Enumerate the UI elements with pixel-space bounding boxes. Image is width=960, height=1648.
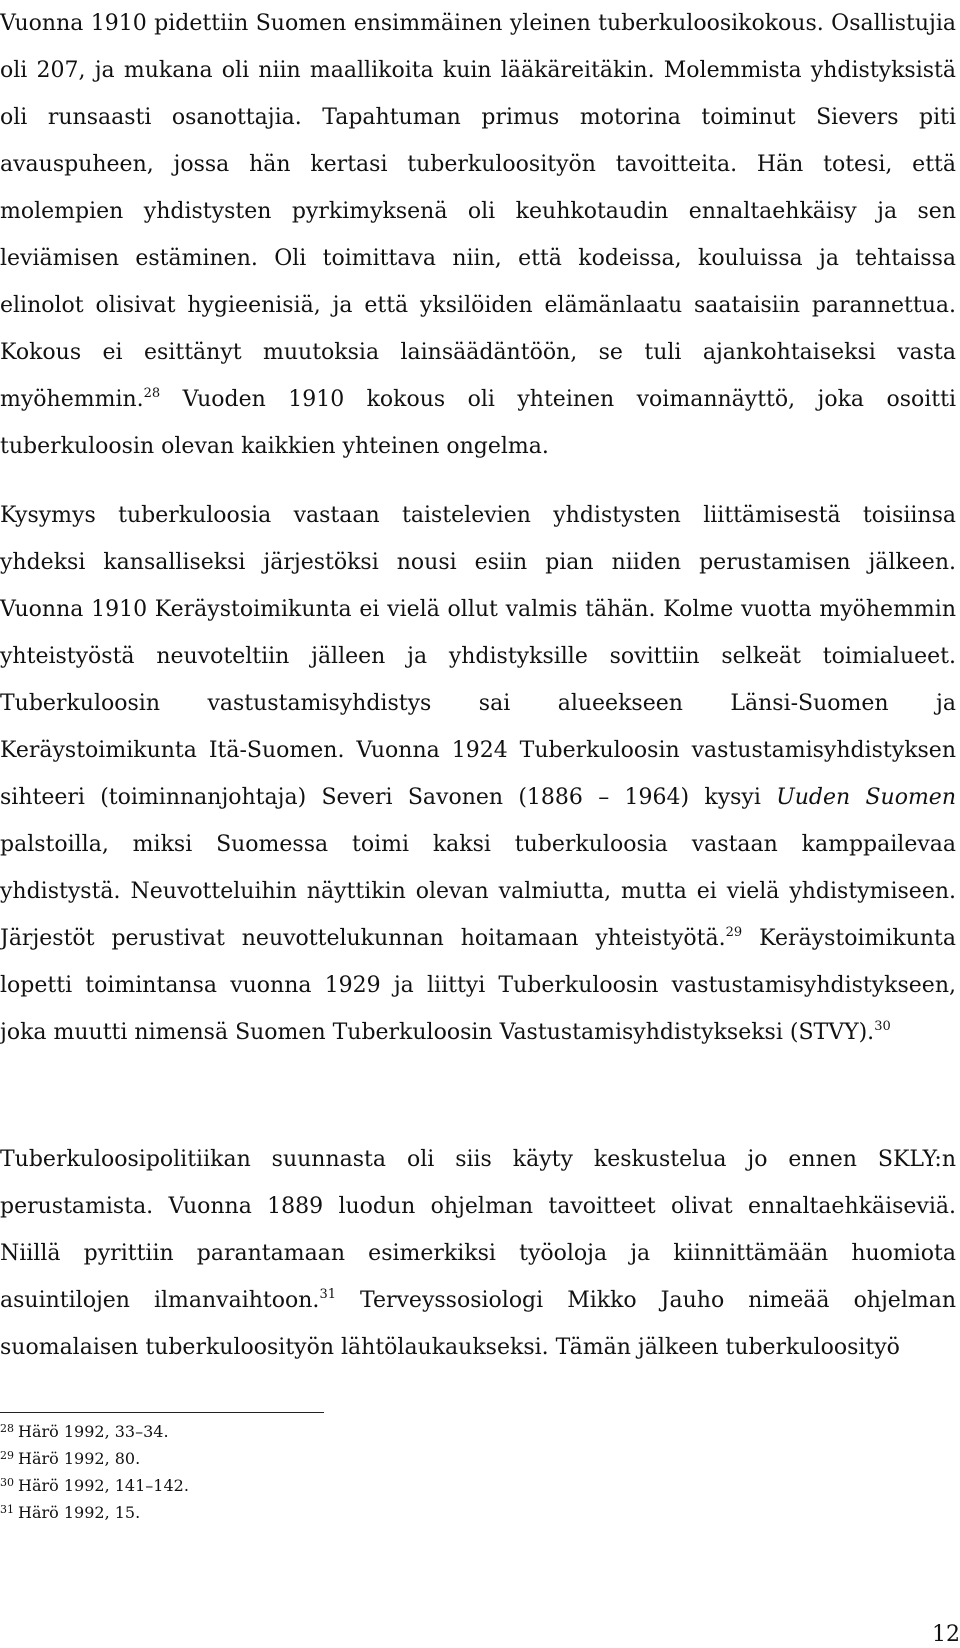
footnote-number: 28	[0, 1422, 14, 1435]
footnote-text: Härö 1992, 141–142.	[18, 1476, 189, 1495]
footnote-number: 31	[0, 1503, 14, 1516]
paragraph-3-text-a: Tuberkuloosipolitiikan suunnasta oli siis käyty keskustelua jo ennen SKLY:n perustamista. Vuonna 1889 luodun ohjelman tavoitteet olivat ennaltaehkäiseviä. Niillä pyrittiin parantamaan esimerkiksi työoloja ja kiinnittämään huomiota asuintilojen ilmanvaihtoon.	[0, 1147, 956, 1313]
paragraph-2-text-b: palstoilla, miksi Suomessa toimi kaksi tuberkuloosia vastaan kamppailevaa yhdistystä. Neuvotteluihin näyttikin olevan valmiutta, mutta ei vielä yhdistymiseen. Järjestöt perustivat neuvottelukunnan hoitamaan yhteistyötä.	[0, 832, 956, 951]
footnote-text: Härö 1992, 80.	[18, 1449, 141, 1468]
paragraph-2	[0, 492, 956, 1056]
footnote-31	[0, 1499, 189, 1526]
footnote-text: Härö 1992, 33–34.	[18, 1422, 169, 1441]
newspaper-title: Uuden Suomen	[776, 785, 956, 810]
footnotes	[0, 1418, 189, 1526]
footnote-text: Härö 1992, 15.	[18, 1503, 141, 1522]
paragraph-1	[0, 0, 956, 470]
footnote-ref-29: 29	[725, 925, 743, 940]
footnote-ref-28: 28	[143, 386, 161, 401]
footnote-number: 30	[0, 1476, 14, 1489]
paragraph-2-text-c: Keräystoimikunta lopetti toimintansa vuonna 1929 ja liittyi Tuberkuloosin vastustamisyhdistykseen, joka muutti nimensä Suomen Tuberkuloosin Vastustamisyhdistykseksi (STVY).	[0, 926, 956, 1045]
footnote-28	[0, 1418, 189, 1445]
footnote-ref-31: 31	[319, 1287, 336, 1302]
footnote-30	[0, 1472, 189, 1499]
footnote-ref-30: 30	[874, 1019, 891, 1034]
paragraph-1-text-b: Vuoden 1910 kokous oli yhteinen voimannäyttö, joka osoitti tuberkuloosin olevan kaikkien yhteinen ongelma.	[0, 387, 956, 459]
page-number: 12	[932, 1622, 960, 1647]
paragraph-3-text-b: Terveyssosiologi Mikko Jauho nimeää ohjelman suomalaisen tuberkuloosityön lähtölaukaukseksi. Tämän jälkeen tuberkuloosityö	[0, 1288, 957, 1360]
footnote-29	[0, 1445, 189, 1472]
footnote-separator	[0, 1412, 324, 1413]
paragraph-3	[0, 1136, 956, 1371]
footnote-number: 29	[0, 1449, 14, 1462]
paragraph-2-text-a: Kysymys tuberkuloosia vastaan taistelevien yhdistysten liittämisestä toisiinsa yhdeksi kansalliseksi järjestöksi nousi esiin pian niiden perustamisen jälkeen. Vuonna 1910 Keräystoimikunta ei vielä ollut valmis tähän. Kolme vuotta myöhemmin yhteistyöstä neuvoteltiin jälleen ja yhdistyksille sovittiin selkeät toimialueet. Tuberkuloosin vastustamisyhdistys sai alueekseen Länsi-Suomen ja Keräystoimikunta Itä-Suomen. Vuonna 1924 Tuberkuloosin vastustamisyhdistyksen sihteeri (toiminnanjohtaja) Severi Savonen (1886 – 1964) kysyi	[0, 503, 956, 810]
paragraph-1-text-a: Vuonna 1910 pidettiin Suomen ensimmäinen yleinen tuberkuloosikokous. Osallistujia oli 207, ja mukana oli niin maallikoita kuin lääkäreitäkin. Molemmista yhdistyksistä oli runsaasti osanottajia. Tapahtuman primus motorina toiminut Sievers piti avauspuheen, jossa hän kertasi tuberkuloosityön tavoitteita. Hän totesi, että molempien yhdistysten pyrkimyksenä oli keuhkotaudin ennaltaehkäisy ja sen leviämisen estäminen. Oli toimittava niin, että kodeissa, kouluissa ja tehtaissa elinolot olisivat hygieenisiä, ja että yksilöiden elämänlaatu saataisiin parannettua. Kokous ei esittänyt muutoksia lainsäädäntöön, se tuli ajankohtaiseksi vasta myöhemmin.	[0, 11, 956, 412]
